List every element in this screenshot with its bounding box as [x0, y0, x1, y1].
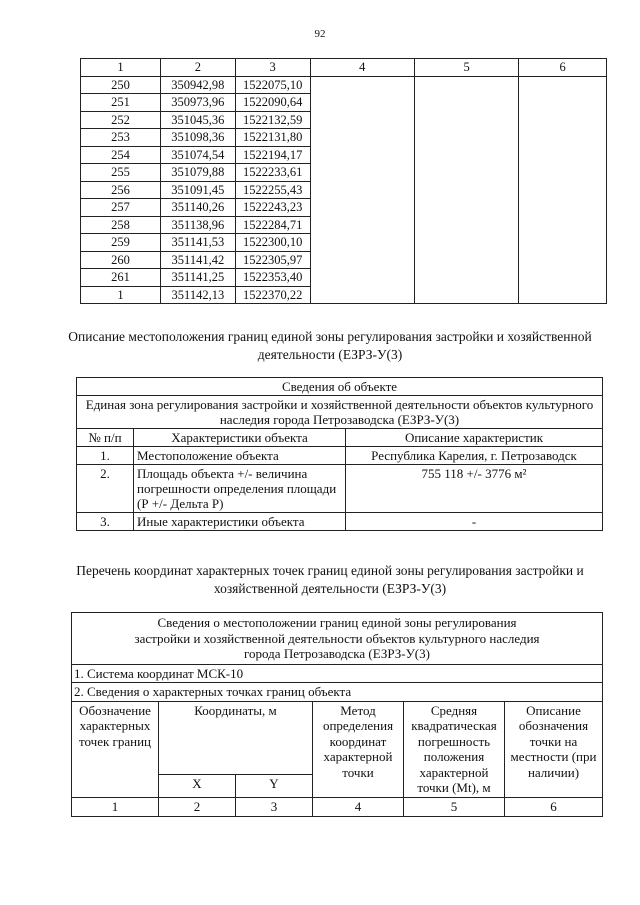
object-table-title: Сведения об объекте [77, 378, 603, 396]
coordinates-table-body [81, 59, 607, 304]
column-number: 6 [505, 797, 603, 816]
col-header-characteristic: Характеристики объекта [134, 429, 346, 447]
col-header-point: Обозначение характерных точек границ [72, 701, 159, 797]
coord-y: 1522132,59 [235, 111, 310, 129]
point-number: 259 [81, 234, 161, 252]
column-number-row [72, 797, 603, 816]
table-header-row [81, 59, 607, 77]
point-number: 261 [81, 269, 161, 287]
coordinate-system: 1. Система координат МСК-10 [72, 664, 603, 683]
coord-y: 1522370,22 [235, 286, 310, 304]
coord-x: 351098,36 [161, 129, 236, 147]
points-info: 2. Сведения о характерных точках границ объекта [72, 683, 603, 702]
point-number: 254 [81, 146, 161, 164]
column-number: 1 [72, 797, 159, 816]
coord-y: 1522090,64 [235, 94, 310, 112]
coord-y: 1522305,97 [235, 251, 310, 269]
point-number: 257 [81, 199, 161, 217]
coord-y: 1522075,10 [235, 76, 310, 94]
table-row [77, 447, 603, 465]
col-header-error: Средняя квадратическая погрешность положения характерной точки (Mt), м [404, 701, 505, 797]
point-number: 251 [81, 94, 161, 112]
empty-column-5 [414, 76, 518, 304]
coord-x: 351142,13 [161, 286, 236, 304]
coord-x: 350942,98 [161, 76, 236, 94]
coord-x: 350973,96 [161, 94, 236, 112]
row-num: 3. [77, 513, 134, 531]
table-row [77, 465, 603, 513]
row-description: Республика Карелия, г. Петрозаводск [346, 447, 603, 465]
table-row [81, 76, 607, 94]
col-header-6: 6 [519, 59, 607, 77]
page-number: 92 [314, 28, 326, 40]
row-characteristic: Площадь объекта +/- величина погрешности определения площади (Р +/- Дельта Р) [134, 465, 346, 513]
col-header-4: 4 [310, 59, 414, 77]
coord-y: 1522194,17 [235, 146, 310, 164]
column-number: 5 [404, 797, 505, 816]
coord-x: 351079,88 [161, 164, 236, 182]
col-header-5: 5 [414, 59, 518, 77]
coord-x: 351045,36 [161, 111, 236, 129]
column-number: 4 [313, 797, 404, 816]
points-table-title: Сведения о местоположении границ единой зоны регулирования застройки и хозяйственной деятельности объектов культурного наследия города Петрозаводска (ЕЗРЗ-У(3) [72, 613, 603, 665]
row-num: 2. [77, 465, 134, 513]
row-description: 755 118 +/- 3776 м² [346, 465, 603, 513]
point-number: 1 [81, 286, 161, 304]
coord-y: 1522233,61 [235, 164, 310, 182]
coord-x: 351140,26 [161, 199, 236, 217]
point-number: 258 [81, 216, 161, 234]
coord-y: 1522353,40 [235, 269, 310, 287]
object-table-subtitle: Единая зона регулирования застройки и хозяйственной деятельности объектов культурного наследия города Петрозаводска (ЕЗРЗ-У(3) [77, 396, 603, 429]
empty-column-6 [519, 76, 607, 304]
col-header-2: 2 [161, 59, 236, 77]
point-number: 255 [81, 164, 161, 182]
table-row [77, 513, 603, 531]
coord-x: 351141,25 [161, 269, 236, 287]
column-number: 3 [236, 797, 313, 816]
coord-y: 1522131,80 [235, 129, 310, 147]
points-heading: Перечень координат характерных точек границ единой зоны регулирования застройки и хозяйственной деятельности (ЕЗРЗ-У(3) [76, 563, 584, 596]
col-header-method: Метод определения координат характерной точки [313, 701, 404, 797]
description-heading: Описание местоположения границ единой зоны регулирования застройки и хозяйственной деятельности (ЕЗРЗ-У(3) [68, 329, 592, 362]
point-number: 253 [81, 129, 161, 147]
boundary-points-table [71, 612, 603, 817]
empty-column-4 [310, 76, 414, 304]
col-header-description: Описание характеристик [346, 429, 603, 447]
coord-x: 351141,42 [161, 251, 236, 269]
point-number: 250 [81, 76, 161, 94]
col-header-location-desc: Описание обозначения точки на местности (при наличии) [505, 701, 603, 797]
coord-x: 351138,96 [161, 216, 236, 234]
coord-y: 1522243,23 [235, 199, 310, 217]
row-description: - [346, 513, 603, 531]
object-info-table [76, 377, 603, 531]
coord-y: 1522255,43 [235, 181, 310, 199]
coord-y: 1522284,71 [235, 216, 310, 234]
point-number: 252 [81, 111, 161, 129]
coord-x: 351141,53 [161, 234, 236, 252]
col-header-coordinates: Координаты, м [159, 701, 313, 774]
coordinates-table [80, 58, 607, 304]
row-characteristic: Иные характеристики объекта [134, 513, 346, 531]
column-number: 2 [159, 797, 236, 816]
col-header-x: X [159, 774, 236, 797]
row-characteristic: Местоположение объекта [134, 447, 346, 465]
coord-y: 1522300,10 [235, 234, 310, 252]
coord-x: 351074,54 [161, 146, 236, 164]
col-header-1: 1 [81, 59, 161, 77]
point-number: 260 [81, 251, 161, 269]
point-number: 256 [81, 181, 161, 199]
col-header-num: № п/п [77, 429, 134, 447]
coord-x: 351091,45 [161, 181, 236, 199]
col-header-3: 3 [235, 59, 310, 77]
row-num: 1. [77, 447, 134, 465]
col-header-y: Y [236, 774, 313, 797]
